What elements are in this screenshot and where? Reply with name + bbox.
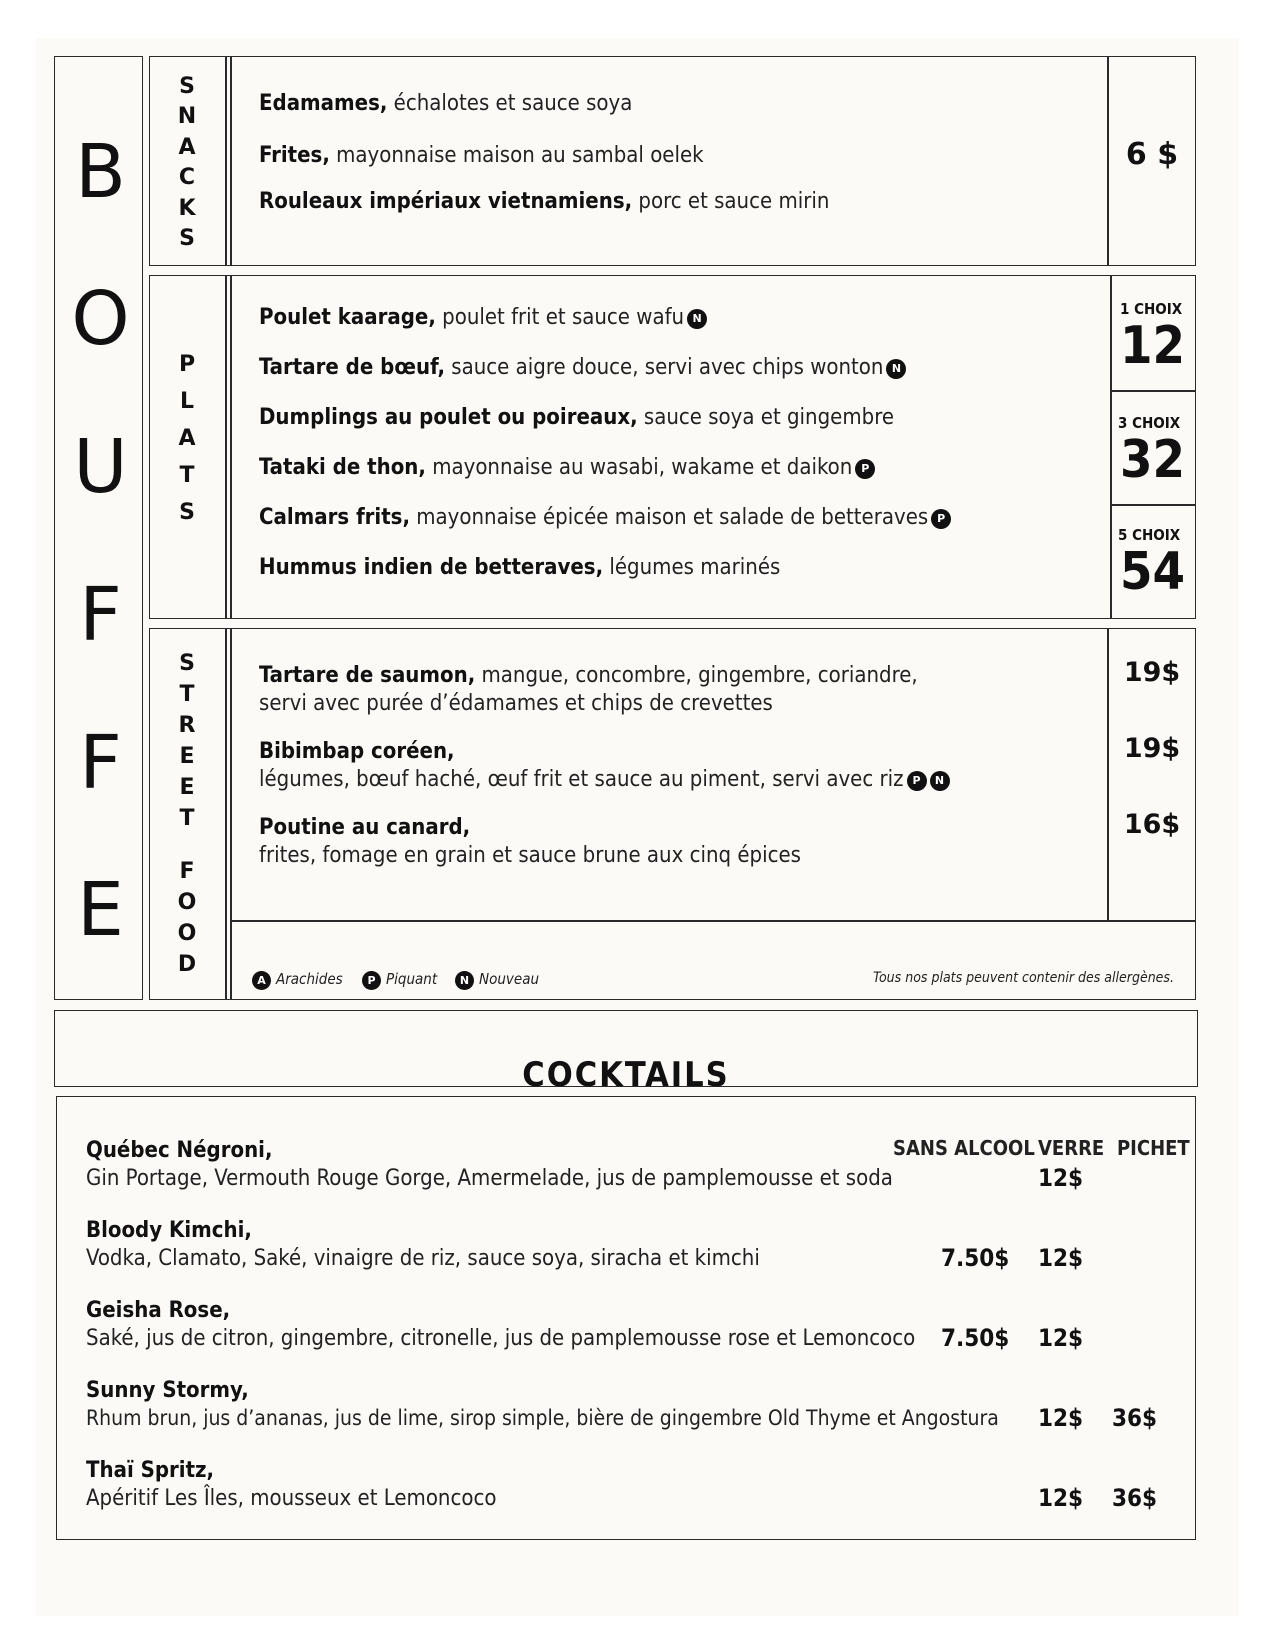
item-price: 19$	[1123, 657, 1181, 688]
divider	[230, 56, 232, 266]
nouveau-badge-icon: N	[687, 309, 707, 329]
arachides-badge-icon: A	[252, 971, 271, 990]
piquant-badge-icon: P	[855, 459, 875, 479]
label-letter: S	[179, 74, 195, 99]
price-pichet: 36$	[1112, 1404, 1158, 1432]
item-description: sauce aigre douce, servi avec chips wonton	[445, 355, 884, 380]
column-header-verre: VERRE	[1038, 1136, 1105, 1160]
menu-item	[259, 813, 470, 842]
cocktails-title: COCKTAILS	[522, 1055, 730, 1095]
label-letter: C	[178, 165, 196, 190]
item-description: frites, fomage en grain et sauce brune aux cinq épices	[259, 843, 801, 868]
nouveau-badge-icon: N	[886, 359, 906, 379]
cocktail-description: Gin Portage, Vermouth Rouge Gorge, Amermelade, jus de pamplemousse et soda	[86, 1166, 893, 1191]
label-letter: S	[179, 651, 195, 676]
menu-item	[259, 553, 780, 582]
item-price: 16$	[1123, 809, 1181, 840]
choice-label: 5 CHOIX	[1118, 526, 1181, 544]
piquant-badge-icon: P	[907, 771, 927, 791]
legend-nouveau: N Nouveau	[455, 970, 539, 990]
cocktail-description: Apéritif Les Îles, mousseux et Lemoncoco	[86, 1486, 497, 1511]
menu-item	[259, 303, 707, 332]
piquant-badge-icon: P	[362, 971, 381, 990]
item-name: Tartare de bœuf,	[259, 355, 446, 380]
item-name: Frites,	[259, 143, 330, 168]
menu-item	[259, 661, 918, 690]
item-name: Bibimbap coréen,	[259, 739, 455, 764]
divider	[225, 275, 227, 619]
item-name: Tataki de thon,	[259, 455, 426, 480]
item-description: mangue, concombre, gingembre, coriandre,	[475, 663, 918, 688]
nouveau-badge-icon: N	[455, 971, 474, 990]
price-pichet: 36$	[1112, 1484, 1158, 1512]
label-letter: K	[178, 196, 196, 221]
item-name: Tartare de saumon,	[259, 663, 476, 688]
legend-piquant: P Piquant	[362, 970, 437, 990]
bouffe-letter: O	[71, 276, 130, 362]
item-name: Edamames,	[259, 91, 388, 116]
item-name: Dumplings au poulet ou poireaux,	[259, 405, 638, 430]
cocktail-description: Rhum brun, jus d’ananas, jus de lime, sirop simple, bière de gingembre Old Thyme et Angostura	[86, 1406, 999, 1430]
label-letter: O	[177, 921, 197, 946]
label-letter: D	[177, 952, 197, 977]
label-letter: A	[178, 426, 196, 451]
piquant-badge-icon: P	[931, 509, 951, 529]
item-description: mayonnaise épicée maison et salade de betteraves	[409, 505, 929, 530]
label-letter: N	[177, 104, 197, 129]
divider	[225, 56, 227, 266]
item-description: mayonnaise maison au sambal oelek	[329, 143, 704, 168]
label-letter: S	[179, 226, 195, 251]
item-name: Hummus indien de betteraves,	[259, 555, 604, 580]
item-description: légumes marinés	[603, 555, 781, 580]
divider	[1110, 390, 1196, 392]
choice-price: 32	[1120, 430, 1186, 490]
nouveau-badge-icon: N	[930, 771, 950, 791]
column-header-sans-alcool: SANS ALCOOL	[893, 1136, 1035, 1160]
label-letter: T	[179, 806, 195, 831]
choice-label: 1 CHOIX	[1120, 300, 1183, 318]
label-letter: F	[179, 859, 195, 884]
price-sans-alcool: 7.50$	[941, 1324, 1010, 1352]
label-letter: O	[177, 890, 197, 915]
legend-arachides: A Arachides	[252, 970, 343, 990]
item-name: Poulet kaarage,	[259, 305, 436, 330]
item-description: poulet frit et sauce wafu	[435, 305, 685, 330]
divider	[230, 920, 1196, 922]
menu-item	[259, 503, 951, 532]
label-letter: E	[179, 775, 195, 800]
bouffe-letter: U	[73, 424, 128, 510]
item-name: Calmars frits,	[259, 505, 410, 530]
price-verre: 12$	[1038, 1404, 1084, 1432]
bouffe-letter: F	[79, 720, 122, 806]
divider	[1110, 275, 1112, 619]
menu-item	[259, 89, 632, 118]
cocktail-name: Bloody Kimchi,	[86, 1218, 252, 1243]
label-letter: T	[179, 463, 195, 488]
label-letter: P	[178, 352, 196, 377]
column-header-pichet: PICHET	[1117, 1136, 1190, 1160]
divider	[225, 628, 227, 1000]
divider	[1110, 504, 1196, 506]
cocktail-description: Saké, jus de citron, gingembre, citronelle, jus de pamplemousse rose et Lemoncoco	[86, 1326, 916, 1351]
choice-price: 12	[1120, 316, 1186, 376]
price-sans-alcool: 7.50$	[941, 1244, 1010, 1272]
choice-price: 54	[1120, 542, 1186, 602]
divider	[230, 628, 232, 1000]
label-letter: L	[179, 389, 195, 414]
price-verre: 12$	[1038, 1244, 1084, 1272]
price-verre: 12$	[1038, 1484, 1084, 1512]
price-verre: 12$	[1038, 1164, 1084, 1192]
label-letter: S	[179, 500, 195, 525]
label-letter: R	[178, 713, 196, 738]
cocktail-name: Thaï Spritz,	[86, 1458, 215, 1483]
label-letter: A	[178, 135, 196, 160]
cocktail-name: Québec Négroni,	[86, 1138, 273, 1163]
bouffe-letter: F	[79, 572, 122, 658]
item-price: 19$	[1123, 733, 1181, 764]
cocktail-name: Geisha Rose,	[86, 1298, 231, 1323]
choice-label: 3 CHOIX	[1118, 414, 1181, 432]
price-verre: 12$	[1038, 1324, 1084, 1352]
menu-item	[259, 353, 906, 382]
menu-item	[259, 403, 894, 432]
menu-item	[259, 141, 704, 170]
cocktail-description: Vodka, Clamato, Saké, vinaigre de riz, sauce soya, siracha et kimchi	[86, 1246, 760, 1271]
menu-item	[259, 187, 829, 216]
item-name: Rouleaux impériaux vietnamiens,	[259, 189, 633, 214]
item-name: Poutine au canard,	[259, 815, 471, 840]
item-description: échalotes et sauce soya	[387, 91, 633, 116]
menu-item	[259, 737, 455, 766]
label-letter: E	[179, 744, 195, 769]
item-description: mayonnaise au wasabi, wakame et daikon	[425, 455, 853, 480]
menu-item	[259, 453, 875, 482]
allergen-note: Tous nos plats peuvent contenir des allergènes.	[873, 970, 1174, 986]
snacks-price: 6 $	[1125, 137, 1179, 172]
bouffe-letter: E	[77, 867, 124, 953]
cocktail-name: Sunny Stormy,	[86, 1378, 249, 1403]
bouffe-letter: B	[75, 129, 126, 215]
item-description: légumes, bœuf haché, œuf frit et sauce au piment, servi avec riz P N	[259, 765, 950, 794]
item-description: porc et sauce mirin	[632, 189, 830, 214]
item-description: sauce soya et gingembre	[637, 405, 895, 430]
item-description: servi avec purée d’édamames et chips de crevettes	[259, 691, 773, 716]
divider	[230, 275, 232, 619]
label-letter: T	[179, 682, 195, 707]
